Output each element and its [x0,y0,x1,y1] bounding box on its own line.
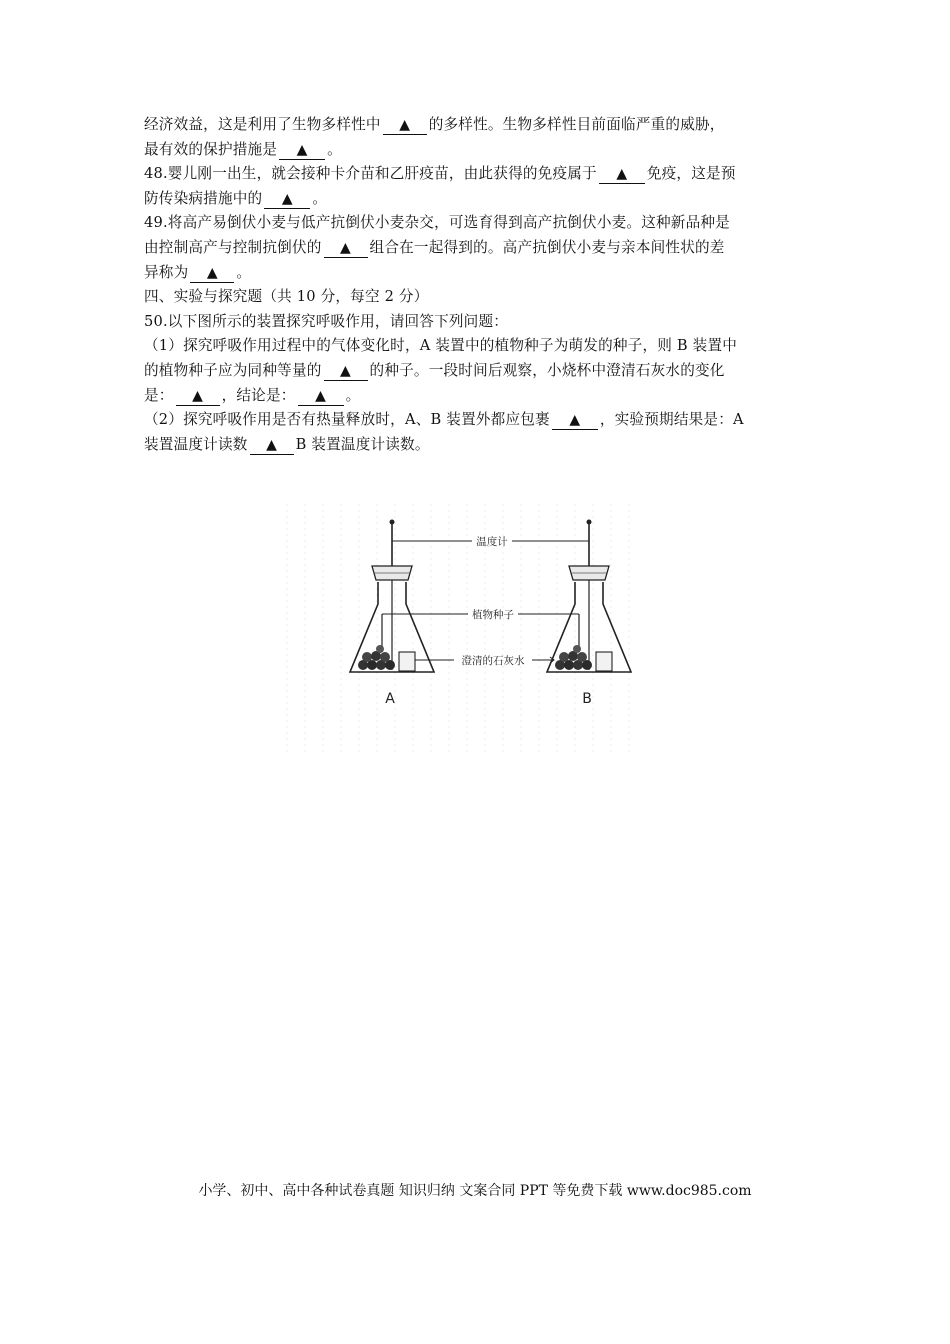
label-plant-seeds: 植物种子 [472,609,514,621]
text-line: 装置温度计读数 ▲ B 装置温度计读数。 [144,435,430,453]
text-line: 是： ▲ ，结论是： ▲ 。 [144,386,361,404]
answer-blank: ▲ [383,116,427,135]
label-limewater: 澄清的石灰水 [461,655,525,667]
answer-blank: ▲ [264,190,310,209]
thermometer-top-b [587,520,592,525]
answer-blank: ▲ [279,141,325,160]
limewater-beaker-a [399,652,415,671]
apparatus-diagram [286,504,646,752]
answer-blank: ▲ [190,264,234,283]
label-flask-b: B [582,691,592,707]
question-50: 50.以下图所示的装置探究呼吸作用，请回答下列问题： [144,312,509,330]
text-line: （2）探究呼吸作用是否有热量释放时，A、B 装置外都应包裹 ▲ ，实验预期结果是：A [144,411,744,429]
text-line: 经济效益，这是利用了生物多样性中 ▲ 的多样性。生物多样性目前面临严重的威胁， [144,116,725,133]
question-49: 49.将高产易倒伏小麦与低产抗倒伏小麦杂交，可选育得到高产抗倒伏小麦。这种新品种是 [144,214,730,232]
text-line: 异称为 ▲ 。 [144,263,252,281]
page-footer: 小学、初中、高中各种试卷真题 知识归纳 文案合同 PPT 等免费下载 www.doc985.com [198,1183,752,1199]
answer-blank: ▲ [250,436,294,455]
section-heading: 四、实验与探究题（共 10 分，每空 2 分） [144,288,429,306]
text-line: 最有效的保护措施是 ▲ 。 [144,140,342,158]
thermometer-top-a [390,520,395,525]
text-line: 由控制高产与控制抗倒伏的 ▲ 组合在一起得到的。高产抗倒伏小麦与亲本间性状的差 [144,238,725,256]
answer-blank: ▲ [298,387,344,406]
answer-blank: ▲ [324,239,368,258]
answer-blank: ▲ [176,387,220,406]
answer-blank: ▲ [599,165,645,184]
label-flask-a: A [385,691,395,707]
question-text [144,113,809,457]
answer-blank: ▲ [552,411,598,430]
text-line: （1）探究呼吸作用过程中的气体变化时，A 装置中的植物种子为萌发的种子，则 B 装置中 [144,337,738,355]
question-48: 48.婴儿刚一出生，就会接种卡介苗和乙肝疫苗，由此获得的免疫属于 ▲ 免疫，这是预 [144,165,736,183]
text-line: 防传染病措施中的 ▲ 。 [144,189,328,207]
answer-blank: ▲ [324,362,368,381]
label-thermometer: 温度计 [476,536,508,548]
limewater-beaker-b [596,652,612,671]
text-line: 的植物种子应为同种等量的 ▲ 的种子。一段时间后观察，小烧杯中澄清石灰水的变化 [144,361,725,379]
apparatus-figure [286,504,646,752]
